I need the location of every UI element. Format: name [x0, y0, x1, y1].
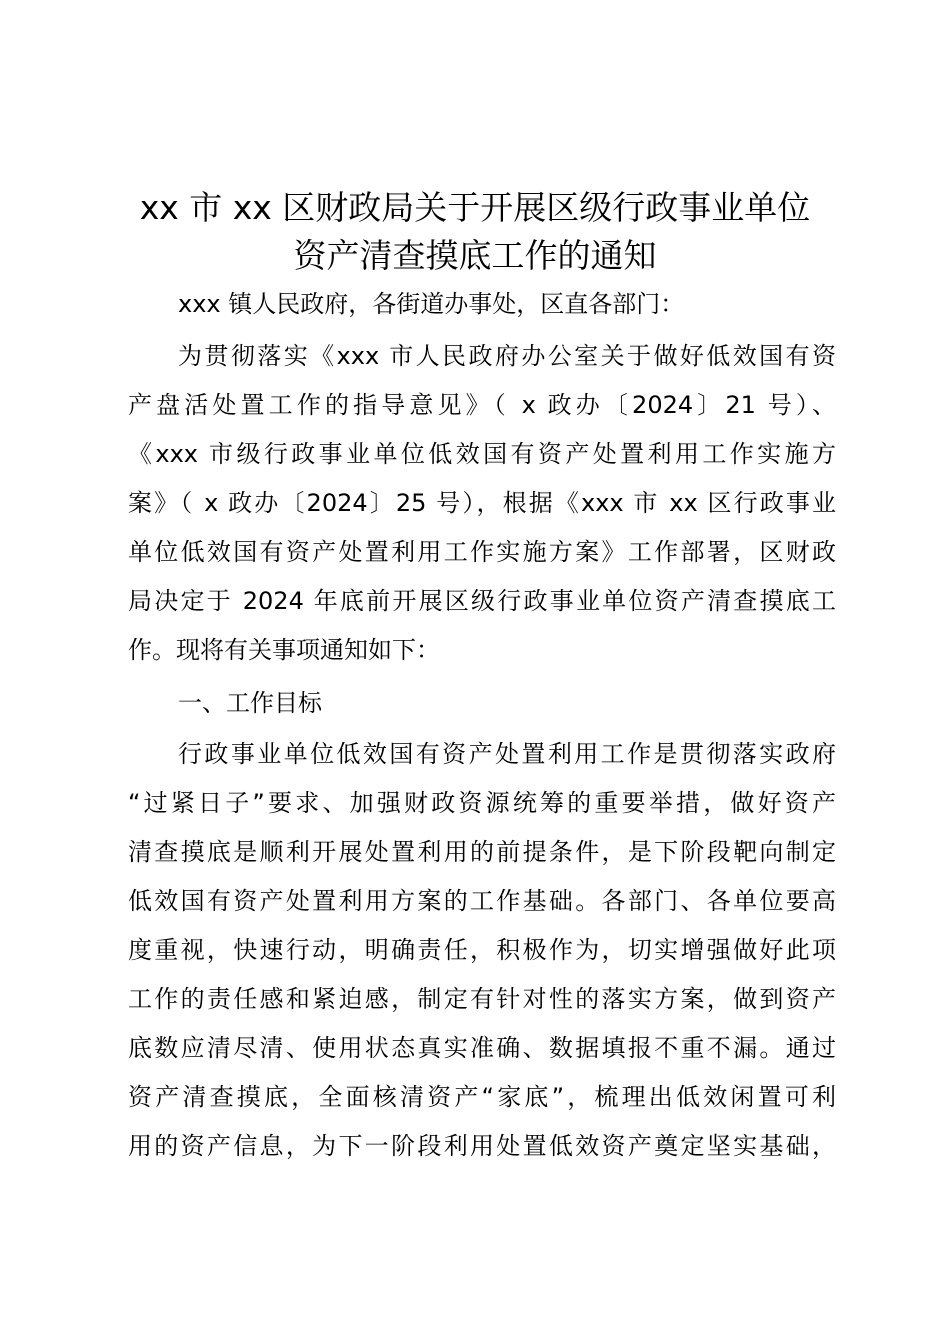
paragraph-1-line: 为贯彻落实《xxx 市人民政府办公室关于做好低效国有资 [178, 342, 836, 370]
paragraph-1-line: 产盘活处置工作的指导意见》（ x 政办〔2024〕21 号）、 [128, 391, 836, 419]
section-heading: 一、工作目标 [178, 689, 322, 717]
paragraph-2-line: 低效国有资产处置利用方案的工作基础。各部门、各单位要高 [128, 887, 836, 915]
paragraph-1-line: 案》（ x 政办〔2024〕25 号），根据《xxx 市 xx 区行政事业 [128, 489, 836, 517]
salutation: xxx 镇人民政府，各街道办事处，区直各部门： [178, 290, 685, 318]
paragraph-2-line: 底数应清尽清、使用状态真实准确、数据填报不重不漏。通过 [128, 1034, 836, 1062]
paragraph-1-line: 作。现将有关事项通知如下： [128, 636, 440, 664]
paragraph-2-line: 度重视，快速行动，明确责任，积极作为，切实增强做好此项 [128, 936, 836, 964]
paragraph-2-line: 清查摸底是顺利开展处置利用的前提条件，是下阶段靶向制定 [128, 838, 836, 866]
document-title-line-1: xx 市 xx 区财政局关于开展区级行政事业单位 [139, 188, 811, 227]
paragraph-2-line: 资产清查摸底，全面核清资产“家底”，梳理出低效闲置可利 [128, 1083, 836, 1111]
paragraph-1-line: 局决定于 2024 年底前开展区级行政事业单位资产清查摸底工 [128, 587, 836, 615]
paragraph-1-line: 《xxx 市级行政事业单位低效国有资产处置利用工作实施方 [128, 440, 836, 468]
document-title-line-2: 资产清查摸底工作的通知 [293, 236, 657, 275]
paragraph-2-line: 行政事业单位低效国有资产处置利用工作是贯彻落实政府 [178, 740, 836, 768]
paragraph-2-line: “过紧日子”要求、加强财政资源统筹的重要举措，做好资产 [128, 789, 836, 817]
paragraph-2-line: 工作的责任感和紧迫感，制定有针对性的落实方案，做到资产 [128, 985, 836, 1013]
paragraph-1-line: 单位低效国有资产处置利用工作实施方案》工作部署，区财政 [128, 538, 836, 566]
paragraph-2-line: 用的资产信息，为下一阶段利用处置低效资产奠定坚实基础， [128, 1132, 836, 1160]
